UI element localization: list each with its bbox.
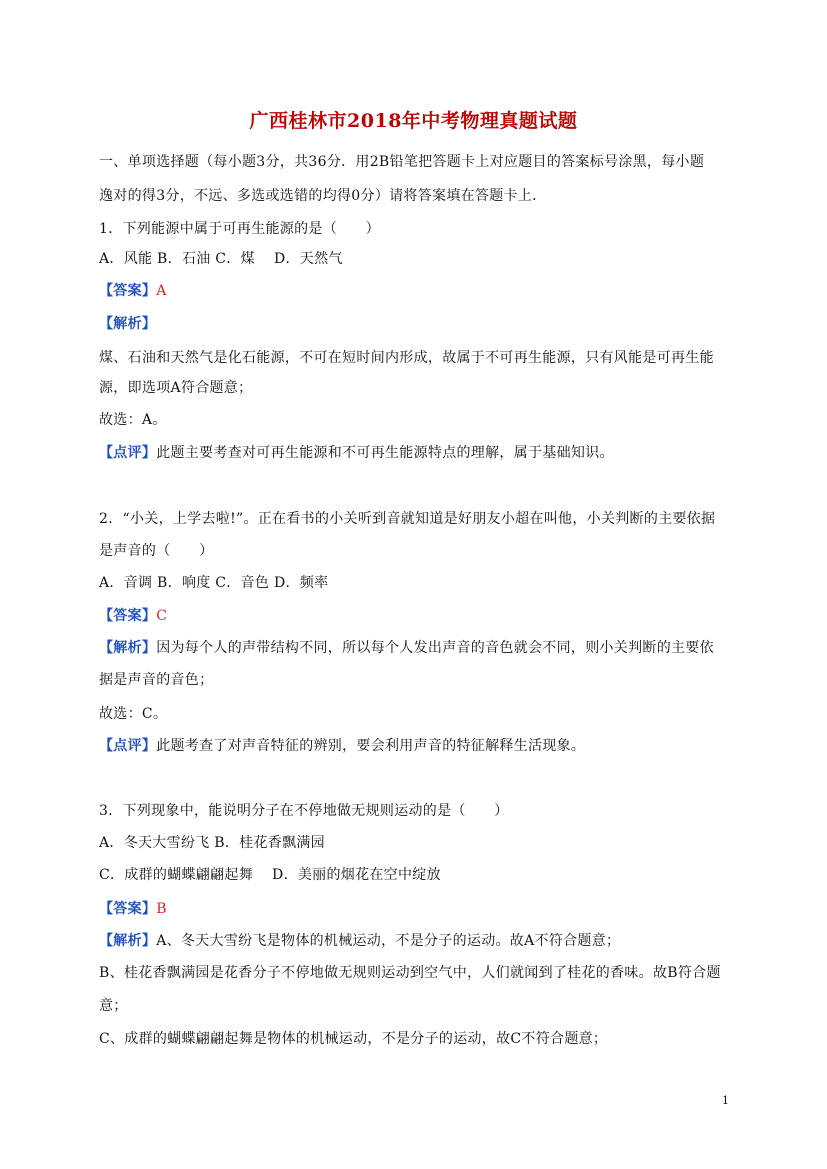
question-1-answer-row — [99, 280, 167, 300]
answer-label: 【答案】 — [99, 608, 157, 624]
question-1-comment-row — [99, 442, 614, 462]
question-2-options: A．音调 B．响度 C．音色 D．频率 — [99, 575, 329, 591]
comment-label: 【点评】 — [99, 445, 157, 461]
question-1-analysis-label — [99, 313, 156, 333]
page-number: 1 — [722, 1094, 729, 1107]
answer-value: C — [156, 608, 168, 624]
question-1-stem: 1．下列能源中属于可再生能源的是（ ） — [99, 221, 380, 237]
question-3-stem: 3．下列现象中，能说明分子在不停地做无规则运动的是（ ） — [99, 803, 509, 819]
question-2-analysis-row — [99, 637, 714, 657]
question-3-analysis-b-line-1: B、桂花香飘满园是花香分子不停地做无规则运动到空气中，人们就闻到了桂花的香味。故B符合题 — [99, 965, 721, 981]
page-title: 广西桂林市2018年中考物理真题试题 — [249, 110, 578, 132]
section-header-line-2: 逸对的得3分，不远、多选或选错的均得0分）请将答案填在答题卡上． — [99, 188, 547, 204]
analysis-label: 【解析】 — [99, 316, 157, 332]
question-3-analysis-c: C、成群的蝴蝶翩翩起舞是物体的机械运动，不是分子的运动，故C不符合题意； — [99, 1031, 608, 1047]
answer-label: 【答案】 — [99, 901, 157, 917]
analysis-text: A、冬天大雪纷飞是物体的机械运动，不是分子的运动。故A不符合题意； — [156, 933, 621, 949]
question-1-options: A．风能 B．石油 C．煤 D．天然气 — [99, 251, 343, 267]
comment-text: 此题考查了对声音特征的辨别，要会利用声音的特征解释生活现象。 — [156, 738, 586, 754]
question-1-analysis-line-2: 源，即选项A符合题意； — [99, 380, 253, 396]
answer-value: B — [156, 901, 167, 917]
question-1-choice: 故选：A。 — [99, 412, 167, 428]
section-header-line-1: 一、单项选择题（每小题3分，共36分．用2B铅笔把答题卡上对应题目的答案标号涂黑，每小题 — [99, 154, 705, 170]
analysis-text: 因为每个人的声带结构不同，所以每个人发出声音的音色就会不同，则小关判断的主要依 — [156, 640, 714, 656]
question-2-analysis-cont: 据是声音的音色； — [99, 672, 214, 688]
question-3-analysis-row — [99, 930, 620, 950]
question-3-options-1: A．冬天大雪纷飞 B．桂花香飘满园 — [99, 835, 325, 851]
question-2-stem-line-2: 是声音的（ ） — [99, 543, 214, 559]
question-3-analysis-b-line-2: 意； — [99, 998, 128, 1014]
analysis-label: 【解析】 — [99, 933, 157, 949]
question-3-options-2: C．成群的蝴蝶翩翩起舞 D．美丽的烟花在空中绽放 — [99, 867, 441, 883]
answer-label: 【答案】 — [99, 283, 157, 299]
question-2-answer-row — [99, 605, 167, 625]
question-2-comment-row — [99, 735, 585, 755]
comment-text: 此题主要考查对可再生能源和不可再生能源特点的理解，属于基础知识。 — [156, 445, 614, 461]
answer-value: A — [156, 283, 167, 299]
question-1-analysis-line-1: 煤、石油和天然气是化石能源，不可在短时间内形成，故属于不可再生能源，只有风能是可再生能 — [99, 350, 714, 366]
comment-label: 【点评】 — [99, 738, 157, 754]
question-3-answer-row — [99, 898, 167, 918]
analysis-label: 【解析】 — [99, 640, 157, 656]
question-2-stem-line-1: 2．“小关，上学去啦!”。正在看书的小关听到音就知道是好朋友小超在叫他，小关判断的主要依据 — [99, 511, 716, 527]
question-2-choice: 故选：C。 — [99, 706, 168, 722]
